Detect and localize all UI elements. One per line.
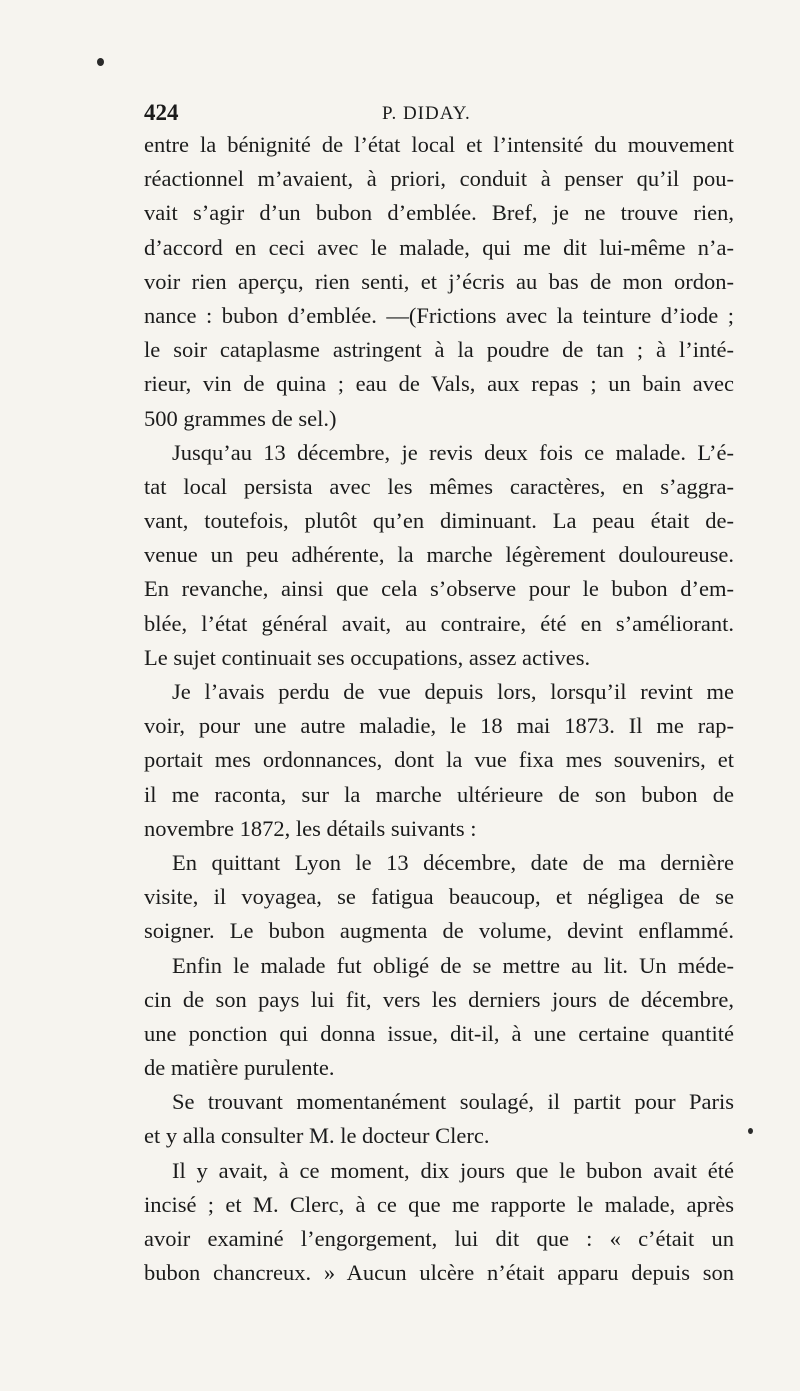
text-line: novembre 1872, les détails suivants : <box>144 815 477 841</box>
text-line: et y alla consulter M. le docteur Clerc. <box>144 1123 490 1149</box>
text-line: Jusqu’au 13 décembre, je revis deux fois ce malade. L’é- <box>172 439 734 465</box>
text-line: le soir cataplasme astringent à la poudre de tan ; à l’inté- <box>144 337 734 363</box>
text-line: Le sujet continuait ses occupations, assez actives. <box>144 644 591 670</box>
text-line: En quittant Lyon le 13 décembre, date de ma dernière <box>172 849 734 875</box>
page-number: 424 <box>144 100 179 125</box>
text-line: bubon chancreux. » Aucun ulcère n’était apparu depuis son <box>144 1260 734 1286</box>
text-line: réactionnel m’avaient, à priori, conduit à penser qu’il pou- <box>144 166 734 192</box>
text-line: blée, l’état général avait, au contraire, été en s’améliorant. <box>144 610 734 636</box>
text-line: de matière purulente. <box>144 1055 335 1081</box>
text-line: soigner. Le bubon augmenta de volume, devint enflammé. <box>144 918 734 944</box>
ink-speck <box>748 1128 753 1134</box>
text-line: avoir examiné l’engorgement, lui dit que : « c’était un <box>144 1226 734 1251</box>
text-line: En revanche, ainsi que cela s’observe pour le bubon d’em- <box>144 576 734 602</box>
text-line: tat local persista avec les mêmes caractères, en s’aggra- <box>144 473 734 499</box>
text-line: voir rien aperçu, rien senti, et j’écris au bas de mon ordon- <box>144 268 734 294</box>
running-head: P. DIDAY. <box>382 103 471 124</box>
text-line: incisé ; et M. Clerc, à ce que me rapporte le malade, après <box>144 1191 734 1217</box>
text-line: Se trouvant momentanément soulagé, il partit pour Paris <box>172 1089 734 1115</box>
text-line: Je l’avais perdu de vue depuis lors, lorsqu’il revint me <box>172 679 734 704</box>
text-line: Enfin le malade fut obligé de se mettre au lit. Un méde- <box>172 952 734 978</box>
body-text <box>144 128 734 1290</box>
text-line: une ponction qui donna issue, dit-il, à une certaine quantité <box>144 1020 734 1046</box>
text-line: cin de son pays lui fit, vers les derniers jours de décembre, <box>144 986 734 1012</box>
text-line: nance : bubon d’emblée. —(Frictions avec la teinture d’iode ; <box>144 302 734 328</box>
text-line: il me raconta, sur la marche ultérieure de son bubon de <box>144 781 734 807</box>
text-line: vant, toutefois, plutôt qu’en diminuant. La peau était de- <box>144 508 734 534</box>
text-line: portait mes ordonnances, dont la vue fixa mes souvenirs, et <box>144 747 734 773</box>
text-line: venue un peu adhérente, la marche légèrement douloureuse. <box>144 542 734 568</box>
text-line: entre la bénignité de l’état local et l’intensité du mouvement <box>144 132 734 157</box>
ink-speck <box>97 58 104 66</box>
text-line: Il y avait, à ce moment, dix jours que le bubon avait été <box>172 1157 734 1183</box>
text-line: d’accord en ceci avec le malade, qui me dit lui-même n’a- <box>144 234 734 260</box>
text-line: voir, pour une autre maladie, le 18 mai 1873. Il me rap- <box>144 713 734 739</box>
text-line: rieur, vin de quina ; eau de Vals, aux repas ; un bain avec <box>144 371 734 397</box>
text-line: vait s’agir d’un bubon d’emblée. Bref, je ne trouve rien, <box>144 200 734 226</box>
text-line: visite, il voyagea, se fatigua beaucoup, et négligea de se <box>144 884 734 910</box>
text-line: 500 grammes de sel.) <box>144 405 337 431</box>
